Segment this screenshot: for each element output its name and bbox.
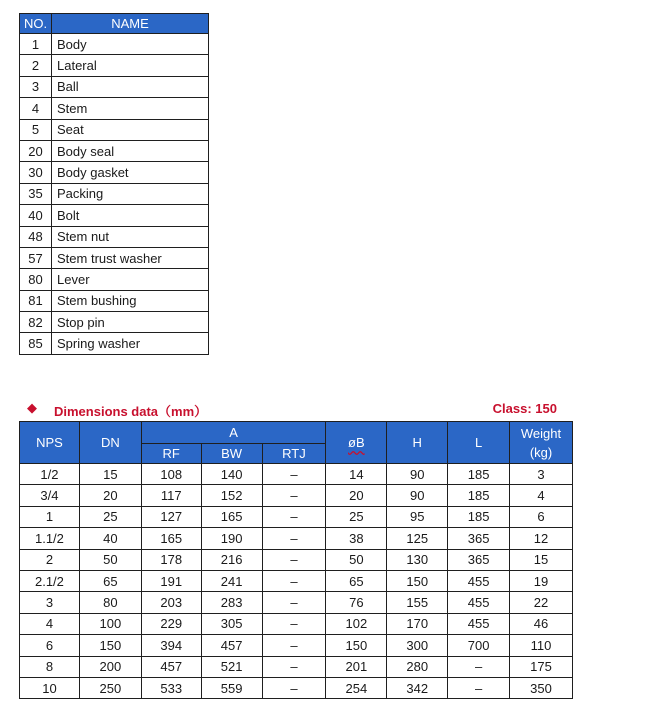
cell-rtj: – bbox=[262, 506, 326, 527]
dimensions-table bbox=[19, 421, 573, 699]
part-name: Body bbox=[52, 34, 209, 55]
cell-rtj: – bbox=[262, 464, 326, 485]
cell-h: 90 bbox=[387, 464, 448, 485]
part-number: 82 bbox=[20, 312, 52, 333]
cell-bw: 241 bbox=[201, 570, 262, 591]
cell-ob: 201 bbox=[326, 656, 387, 677]
part-number: 30 bbox=[20, 162, 52, 183]
cell-rf: 178 bbox=[141, 549, 201, 570]
dimensions-row bbox=[20, 506, 573, 527]
cell-rtj: – bbox=[262, 549, 326, 570]
header-bw: BW bbox=[201, 444, 262, 464]
dimensions-table-body bbox=[20, 464, 573, 699]
part-name: Stem trust washer bbox=[52, 247, 209, 268]
part-name: Stop pin bbox=[52, 312, 209, 333]
parts-row bbox=[20, 205, 209, 226]
part-number: 5 bbox=[20, 119, 52, 140]
parts-row bbox=[20, 34, 209, 55]
cell-l: 455 bbox=[448, 570, 510, 591]
cell-h: 300 bbox=[387, 635, 448, 656]
part-name: Packing bbox=[52, 183, 209, 204]
part-number: 20 bbox=[20, 140, 52, 161]
cell-weight: 19 bbox=[510, 570, 573, 591]
cell-l: 700 bbox=[448, 635, 510, 656]
part-name: Bolt bbox=[52, 205, 209, 226]
cell-nps: 2.1/2 bbox=[20, 570, 80, 591]
cell-h: 342 bbox=[387, 677, 448, 698]
cell-dn: 40 bbox=[79, 528, 141, 549]
part-name: Stem bbox=[52, 98, 209, 119]
dimensions-row bbox=[20, 485, 573, 506]
cell-weight: 22 bbox=[510, 592, 573, 613]
cell-nps: 10 bbox=[20, 677, 80, 698]
part-number: 48 bbox=[20, 226, 52, 247]
cell-bw: 190 bbox=[201, 528, 262, 549]
cell-ob: 65 bbox=[326, 570, 387, 591]
cell-bw: 165 bbox=[201, 506, 262, 527]
cell-ob: 102 bbox=[326, 613, 387, 634]
parts-row bbox=[20, 269, 209, 290]
cell-nps: 1 bbox=[20, 506, 80, 527]
dimensions-row bbox=[20, 613, 573, 634]
cell-weight: 175 bbox=[510, 656, 573, 677]
cell-h: 90 bbox=[387, 485, 448, 506]
cell-bw: 216 bbox=[201, 549, 262, 570]
cell-rtj: – bbox=[262, 656, 326, 677]
cell-rf: 108 bbox=[141, 464, 201, 485]
part-name: Lever bbox=[52, 269, 209, 290]
part-number: 40 bbox=[20, 205, 52, 226]
parts-row bbox=[20, 162, 209, 183]
parts-header-row bbox=[20, 14, 209, 34]
cell-ob: 76 bbox=[326, 592, 387, 613]
cell-h: 125 bbox=[387, 528, 448, 549]
parts-table bbox=[19, 13, 209, 355]
part-number: 3 bbox=[20, 76, 52, 97]
parts-row bbox=[20, 119, 209, 140]
part-number: 85 bbox=[20, 333, 52, 354]
parts-header-no: NO. bbox=[20, 14, 52, 34]
dimensions-row bbox=[20, 570, 573, 591]
header-dn: DN bbox=[79, 422, 141, 464]
cell-h: 170 bbox=[387, 613, 448, 634]
cell-weight: 12 bbox=[510, 528, 573, 549]
part-number: 57 bbox=[20, 247, 52, 268]
part-name: Seat bbox=[52, 119, 209, 140]
dimensions-row bbox=[20, 677, 573, 698]
cell-dn: 20 bbox=[79, 485, 141, 506]
cell-ob: 38 bbox=[326, 528, 387, 549]
cell-rtj: – bbox=[262, 592, 326, 613]
parts-row bbox=[20, 55, 209, 76]
part-number: 80 bbox=[20, 269, 52, 290]
cell-rtj: – bbox=[262, 528, 326, 549]
cell-h: 150 bbox=[387, 570, 448, 591]
cell-ob: 150 bbox=[326, 635, 387, 656]
part-number: 35 bbox=[20, 183, 52, 204]
parts-row bbox=[20, 312, 209, 333]
cell-l: 185 bbox=[448, 464, 510, 485]
cell-l: 365 bbox=[448, 549, 510, 570]
cell-nps: 2 bbox=[20, 549, 80, 570]
cell-weight: 46 bbox=[510, 613, 573, 634]
cell-l: 455 bbox=[448, 592, 510, 613]
cell-h: 130 bbox=[387, 549, 448, 570]
cell-dn: 80 bbox=[79, 592, 141, 613]
dimensions-row bbox=[20, 528, 573, 549]
cell-l: 185 bbox=[448, 506, 510, 527]
cell-dn: 200 bbox=[79, 656, 141, 677]
cell-l: – bbox=[448, 656, 510, 677]
part-number: 4 bbox=[20, 98, 52, 119]
header-weight-line1: Weight bbox=[520, 425, 562, 441]
diamond-bullet-icon: ◆ bbox=[27, 400, 37, 415]
parts-header-name: NAME bbox=[52, 14, 209, 34]
cell-dn: 250 bbox=[79, 677, 141, 698]
cell-bw: 457 bbox=[201, 635, 262, 656]
cell-nps: 4 bbox=[20, 613, 80, 634]
cell-rf: 533 bbox=[141, 677, 201, 698]
cell-bw: 152 bbox=[201, 485, 262, 506]
cell-bw: 140 bbox=[201, 464, 262, 485]
cell-weight: 4 bbox=[510, 485, 573, 506]
parts-row bbox=[20, 247, 209, 268]
cell-rf: 457 bbox=[141, 656, 201, 677]
cell-nps: 8 bbox=[20, 656, 80, 677]
parts-row bbox=[20, 290, 209, 311]
cell-nps: 1/2 bbox=[20, 464, 80, 485]
part-name: Body gasket bbox=[52, 162, 209, 183]
parts-row bbox=[20, 226, 209, 247]
part-name: Lateral bbox=[52, 55, 209, 76]
cell-dn: 100 bbox=[79, 613, 141, 634]
dimensions-row bbox=[20, 464, 573, 485]
part-name: Ball bbox=[52, 76, 209, 97]
cell-h: 155 bbox=[387, 592, 448, 613]
parts-row bbox=[20, 76, 209, 97]
cell-weight: 350 bbox=[510, 677, 573, 698]
cell-ob: 25 bbox=[326, 506, 387, 527]
cell-rf: 127 bbox=[141, 506, 201, 527]
cell-rtj: – bbox=[262, 570, 326, 591]
cell-weight: 6 bbox=[510, 506, 573, 527]
cell-nps: 3 bbox=[20, 592, 80, 613]
part-name: Body seal bbox=[52, 140, 209, 161]
header-nps: NPS bbox=[20, 422, 80, 464]
parts-row bbox=[20, 183, 209, 204]
cell-rtj: – bbox=[262, 635, 326, 656]
cell-ob: 14 bbox=[326, 464, 387, 485]
parts-row bbox=[20, 98, 209, 119]
header-rf: RF bbox=[141, 444, 201, 464]
dimensions-row bbox=[20, 656, 573, 677]
cell-rtj: – bbox=[262, 677, 326, 698]
dimensions-row bbox=[20, 592, 573, 613]
cell-dn: 65 bbox=[79, 570, 141, 591]
header-ob bbox=[326, 422, 387, 464]
dimensions-header-row-1 bbox=[20, 422, 573, 444]
part-number: 81 bbox=[20, 290, 52, 311]
cell-weight: 110 bbox=[510, 635, 573, 656]
part-name: Stem bushing bbox=[52, 290, 209, 311]
part-number: 2 bbox=[20, 55, 52, 76]
header-h: H bbox=[387, 422, 448, 464]
dimensions-row bbox=[20, 635, 573, 656]
cell-rf: 229 bbox=[141, 613, 201, 634]
cell-ob: 254 bbox=[326, 677, 387, 698]
cell-h: 280 bbox=[387, 656, 448, 677]
dimensions-header bbox=[19, 399, 559, 419]
header-ob-label: øB bbox=[348, 435, 365, 450]
cell-l: 185 bbox=[448, 485, 510, 506]
dimensions-title: Dimensions data（mm） bbox=[54, 404, 208, 419]
cell-bw: 559 bbox=[201, 677, 262, 698]
dimensions-row bbox=[20, 549, 573, 570]
parts-row bbox=[20, 333, 209, 354]
cell-l: 365 bbox=[448, 528, 510, 549]
part-number: 1 bbox=[20, 34, 52, 55]
cell-dn: 50 bbox=[79, 549, 141, 570]
parts-row bbox=[20, 140, 209, 161]
header-weight bbox=[510, 422, 573, 464]
cell-weight: 15 bbox=[510, 549, 573, 570]
header-rtj: RTJ bbox=[262, 444, 326, 464]
cell-l: – bbox=[448, 677, 510, 698]
part-name: Stem nut bbox=[52, 226, 209, 247]
cell-ob: 20 bbox=[326, 485, 387, 506]
parts-table-body bbox=[20, 34, 209, 355]
cell-bw: 283 bbox=[201, 592, 262, 613]
cell-weight: 3 bbox=[510, 464, 573, 485]
cell-rf: 203 bbox=[141, 592, 201, 613]
cell-nps: 1.1/2 bbox=[20, 528, 80, 549]
cell-rtj: – bbox=[262, 485, 326, 506]
cell-h: 95 bbox=[387, 506, 448, 527]
cell-dn: 15 bbox=[79, 464, 141, 485]
header-l: L bbox=[448, 422, 510, 464]
cell-bw: 521 bbox=[201, 656, 262, 677]
cell-nps: 3/4 bbox=[20, 485, 80, 506]
header-a: A bbox=[141, 422, 326, 444]
class-label: Class: 150 bbox=[492, 401, 557, 416]
cell-l: 455 bbox=[448, 613, 510, 634]
cell-rf: 165 bbox=[141, 528, 201, 549]
cell-nps: 6 bbox=[20, 635, 80, 656]
header-weight-line2: (kg) bbox=[529, 444, 553, 460]
cell-ob: 50 bbox=[326, 549, 387, 570]
cell-rf: 117 bbox=[141, 485, 201, 506]
cell-rtj: – bbox=[262, 613, 326, 634]
cell-rf: 191 bbox=[141, 570, 201, 591]
part-name: Spring washer bbox=[52, 333, 209, 354]
cell-dn: 150 bbox=[79, 635, 141, 656]
cell-dn: 25 bbox=[79, 506, 141, 527]
cell-rf: 394 bbox=[141, 635, 201, 656]
cell-bw: 305 bbox=[201, 613, 262, 634]
